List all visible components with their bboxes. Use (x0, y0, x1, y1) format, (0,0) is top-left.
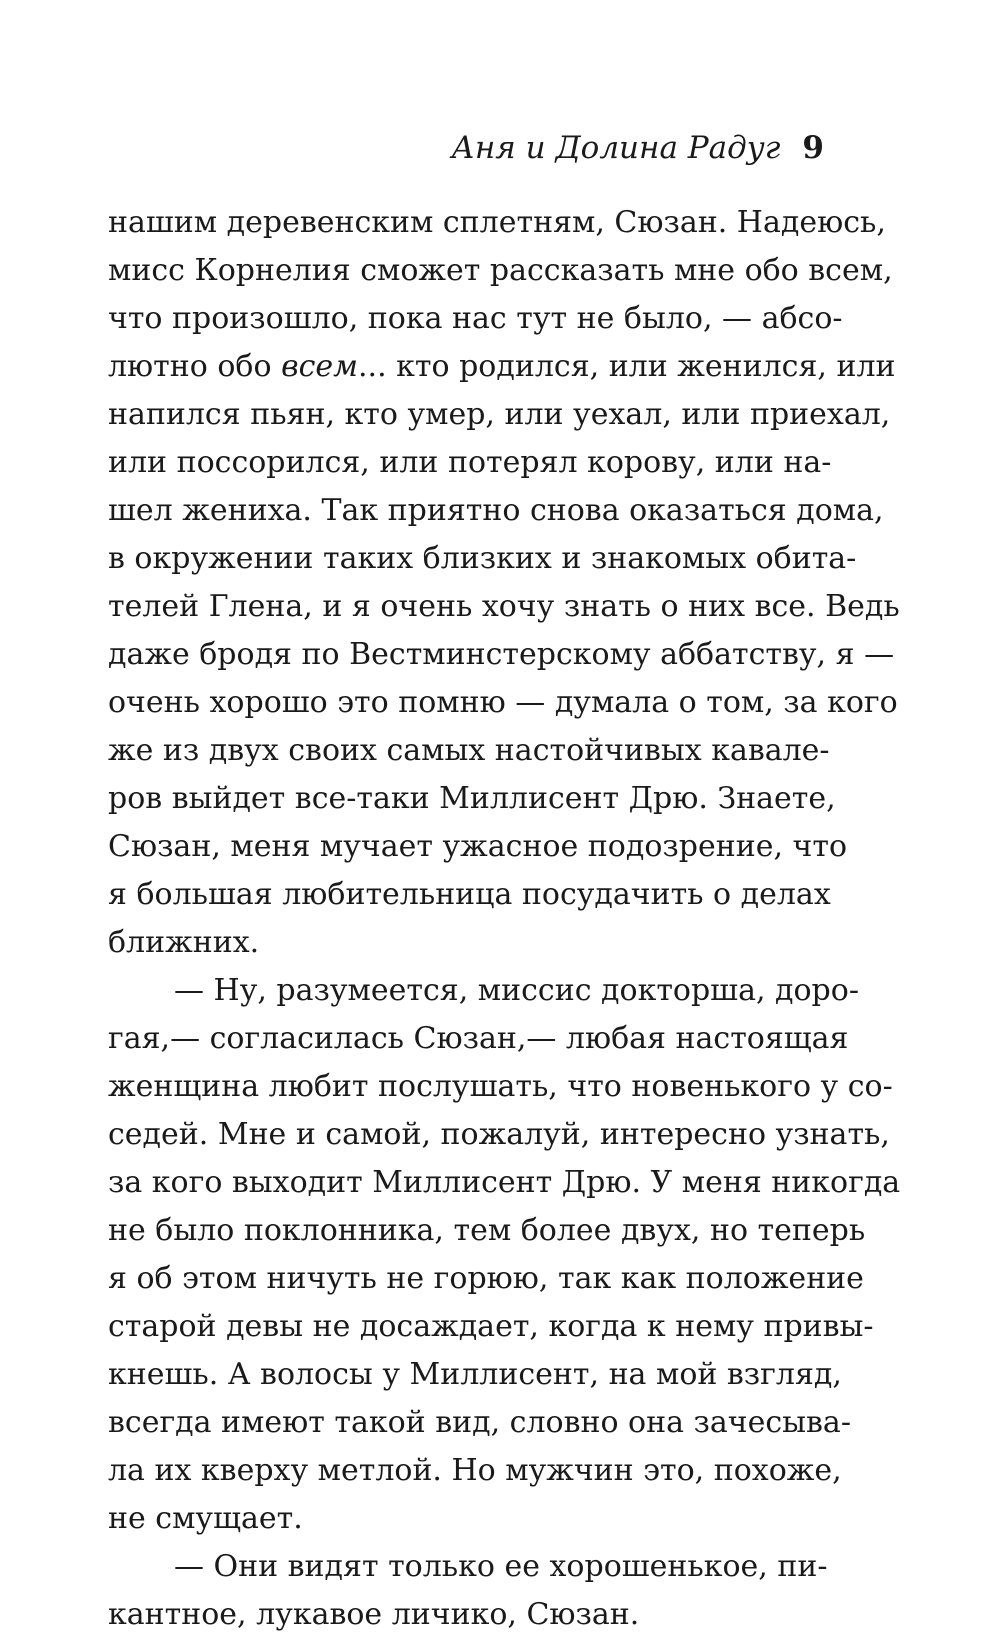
text-line: я об этом ничуть не горюю, так как положение (108, 1261, 864, 1296)
text-line: кнешь. А волосы у Миллисент, на мой взгляд, (108, 1357, 842, 1392)
line-suffix: кто родился, или женился, или (396, 349, 896, 384)
text-line: что произошло, пока нас тут не было, — абсо- (108, 301, 843, 336)
text-line: седей. Мне и самой, пожалуй, интересно узнать, (108, 1117, 890, 1152)
text-line-emphasis (108, 343, 896, 391)
text-line: мисс Корнелия сможет рассказать мне обо всем, (108, 253, 893, 288)
text-line: очень хорошо это помню — думала о том, за кого (108, 685, 898, 720)
text-line: ров выйдет все-таки Миллисент Дрю. Знаете, (108, 781, 836, 816)
ellipsis: ... (358, 349, 387, 384)
text-line: кантное, лукавое личико, Сюзан. (108, 1597, 640, 1632)
emphasized-word: всем (281, 349, 358, 384)
text-line: ближних. (108, 925, 260, 960)
text-line: всегда имеют такой вид, словно она зачесыва- (108, 1405, 851, 1440)
text-line: гая,— согласилась Сюзан,— любая настоящая (108, 1021, 849, 1056)
text-line: женщина любит послушать, что новенького у со- (108, 1069, 893, 1104)
text-line: напился пьян, кто умер, или уехал, или приехал, (108, 397, 891, 432)
text-line: не смущает. (108, 1501, 303, 1536)
text-line: — Они видят только ее хорошенькое, пи- (174, 1549, 828, 1584)
text-line: за кого выходит Миллисент Дрю. У меня никогда (108, 1165, 901, 1200)
text-line: Сюзан, меня мучает ужасное подозрение, что (108, 829, 848, 864)
text-line: я большая любительница посудачить о делах (108, 877, 831, 912)
text-line: или поссорился, или потерял корову, или на- (108, 445, 832, 480)
page-number: 9 (802, 130, 824, 166)
text-line: же из двух своих самых настойчивых кавале- (108, 733, 830, 768)
running-title: Аня и Долина Радуг (451, 130, 781, 166)
text-line: — Ну, разумеется, миссис докторша, доро- (174, 973, 859, 1008)
line-prefix: лютно обо (108, 349, 272, 384)
running-header (451, 126, 824, 170)
text-line: шел жениха. Так приятно снова оказаться дома, (108, 493, 884, 528)
text-line: старой девы не досаждает, когда к нему привы- (108, 1309, 874, 1344)
text-line: телей Глена, и я очень хочу знать о них все. Ведь (108, 589, 900, 624)
text-line: нашим деревенским сплетням, Сюзан. Надеюсь, (108, 205, 886, 240)
body-text (108, 199, 901, 1639)
text-line: не было поклонника, тем более двух, но теперь (108, 1213, 866, 1248)
text-line: в окружении таких близких и знакомых обита- (108, 541, 857, 576)
text-line: даже бродя по Вестминстерскому аббатству, я — (108, 637, 895, 672)
text-line: ла их кверху метлой. Но мужчин это, похоже, (108, 1453, 842, 1488)
